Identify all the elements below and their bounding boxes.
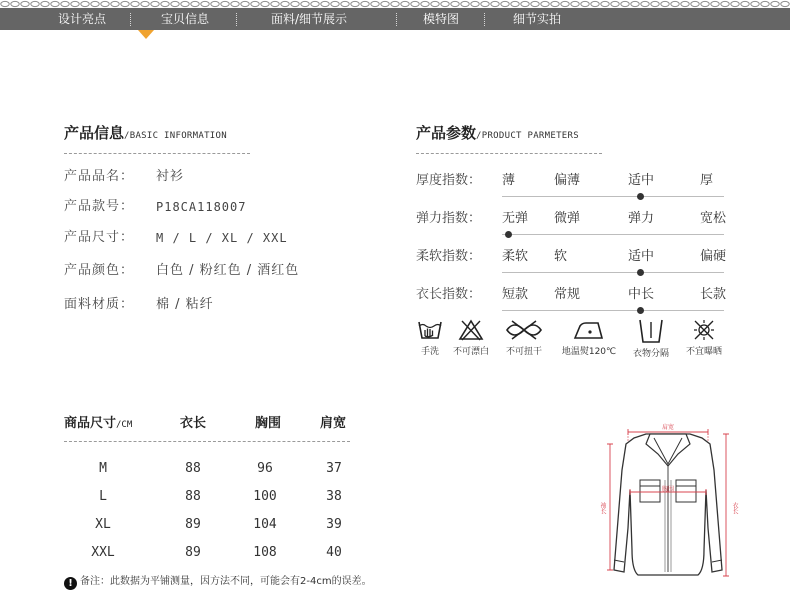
- length-cell: 88: [185, 489, 201, 504]
- param-selected-marker: [505, 231, 512, 238]
- care-no-bleach: [445, 318, 497, 357]
- info-value: 棉 / 粘纤: [156, 297, 214, 312]
- info-label: 面料材质：: [64, 297, 135, 312]
- param-label: 衣长指数：: [416, 287, 482, 302]
- nav-item-fabric-details[interactable]: 面料/细节展示: [271, 12, 348, 26]
- chest-cell: 108: [253, 545, 277, 560]
- shoulder-cell: 39: [326, 517, 342, 532]
- nav-separator: [236, 13, 237, 26]
- top-nav-bar: [0, 8, 790, 30]
- param-label: 厚度指数：: [416, 173, 482, 188]
- basic-info-title: 产品信息: [64, 124, 125, 142]
- care-label: 不宜曝晒: [685, 347, 722, 357]
- shirt-measurement-diagram: [588, 420, 748, 590]
- iron-low-temp-icon: [572, 318, 606, 342]
- no-bleach-icon: [458, 318, 484, 342]
- info-label: 产品品名：: [64, 169, 135, 184]
- param-option: 适中: [628, 173, 655, 188]
- chest-cell: 104: [253, 517, 277, 532]
- info-label: 产品尺寸：: [64, 230, 135, 245]
- size-table-unit: /CM: [116, 420, 133, 430]
- param-row: [414, 210, 727, 240]
- nav-item-product-info[interactable]: 宝贝信息: [161, 12, 210, 26]
- param-option: 厚: [700, 173, 714, 188]
- active-nav-pointer-icon: [138, 30, 154, 39]
- nav-item-design-highlights[interactable]: 设计亮点: [58, 12, 107, 26]
- size-col-length: 衣长: [180, 416, 207, 431]
- param-selected-marker: [637, 193, 644, 200]
- size-cell: M: [99, 461, 107, 476]
- no-wring-icon: [504, 318, 544, 342]
- care-label: 不可扭干: [505, 347, 542, 357]
- shoulder-cell: 40: [326, 545, 342, 560]
- info-value: P18CA118007: [156, 200, 247, 214]
- chest-cell: 96: [257, 461, 273, 476]
- alert-icon: !: [64, 577, 77, 590]
- care-label: 衣物分隔: [632, 349, 669, 359]
- size-cell: L: [99, 489, 107, 504]
- param-row: [414, 248, 727, 278]
- param-label: 弹力指数：: [416, 211, 482, 226]
- param-option: 薄: [502, 173, 516, 188]
- params-subtitle: /PRODUCT PARMETERS: [476, 131, 579, 141]
- size-cell: XXL: [91, 545, 115, 560]
- param-option: 短款: [502, 287, 529, 302]
- param-selected-marker: [637, 307, 644, 314]
- param-row: [414, 172, 724, 202]
- param-option: 中长: [628, 287, 655, 302]
- nav-item-detail-shots[interactable]: 细节实拍: [513, 12, 562, 26]
- param-option: 常规: [554, 287, 581, 302]
- care-no-sun: [678, 318, 730, 357]
- sleeve-length-label: 袖长: [599, 502, 606, 514]
- length-cell: 89: [185, 545, 201, 560]
- param-option: 长款: [700, 287, 727, 302]
- info-label: 产品颜色：: [64, 263, 135, 278]
- param-option: 偏硬: [700, 249, 727, 264]
- basic-info-divider: [64, 153, 250, 154]
- garment-length-label: 衣长: [731, 502, 738, 514]
- param-option: 柔软: [502, 249, 529, 264]
- chest-cell: 100: [253, 489, 277, 504]
- care-no-wring: [498, 318, 550, 357]
- hand-wash-icon: [417, 318, 443, 342]
- info-value: 白色 / 粉红色 / 酒红色: [156, 263, 300, 278]
- param-option: 软: [554, 249, 568, 264]
- info-label: 产品款号：: [64, 199, 135, 214]
- info-value: 衬衫: [156, 169, 185, 184]
- shirt-outline-icon: [588, 420, 748, 590]
- chest-label: 胸围: [662, 486, 675, 493]
- param-scale-track: [502, 196, 724, 197]
- param-scale-track: [502, 272, 724, 273]
- size-col-chest: 胸围: [255, 416, 282, 431]
- params-heading: [416, 122, 579, 143]
- basic-info-heading: [64, 122, 227, 143]
- size-cell: XL: [95, 517, 111, 532]
- param-option: 宽松: [700, 211, 727, 226]
- params-title: 产品参数: [416, 124, 477, 142]
- care-wash-separately: [625, 318, 677, 359]
- param-scale-track: [502, 310, 724, 311]
- care-label: 不可漂白: [452, 347, 489, 357]
- nav-separator: [130, 13, 131, 26]
- info-value: M / L / XL / XXL: [156, 231, 288, 245]
- nav-separator: [484, 13, 485, 26]
- size-table-title: [64, 412, 132, 431]
- nav-item-model-photos[interactable]: 模特图: [423, 12, 460, 26]
- param-scale-track: [502, 234, 724, 235]
- param-row: [414, 286, 727, 316]
- no-sun-dry-icon: [691, 318, 717, 342]
- shoulder-cell: 38: [326, 489, 342, 504]
- care-label: 手洗: [420, 347, 439, 357]
- param-selected-marker: [637, 269, 644, 276]
- param-option: 弹力: [628, 211, 655, 226]
- length-cell: 88: [185, 461, 201, 476]
- shoulder-cell: 37: [326, 461, 342, 476]
- nav-top-border: [0, 0, 790, 8]
- param-option: 偏薄: [554, 173, 581, 188]
- shoulder-width-label: 肩宽: [662, 424, 675, 431]
- params-divider: [416, 153, 602, 154]
- note-text: 备注：此数据为平铺测量，因方法不同，可能会有2-4cm的误差。: [80, 576, 372, 587]
- size-table-divider: [64, 441, 350, 442]
- param-option: 适中: [628, 249, 655, 264]
- length-cell: 89: [185, 517, 201, 532]
- care-label: 地温熨120℃: [561, 347, 617, 357]
- care-iron-low: [559, 318, 619, 357]
- param-label: 柔软指数：: [416, 249, 482, 264]
- param-option: 微弹: [554, 211, 581, 226]
- nav-separator: [396, 13, 397, 26]
- measurement-note: [64, 572, 372, 590]
- size-col-shoulder: 肩宽: [320, 416, 347, 431]
- basic-info-subtitle: /BASIC INFORMATION: [124, 131, 227, 141]
- size-table-label: 商品尺寸: [64, 416, 117, 431]
- param-option: 无弹: [502, 211, 529, 226]
- wash-separately-icon: [637, 318, 665, 344]
